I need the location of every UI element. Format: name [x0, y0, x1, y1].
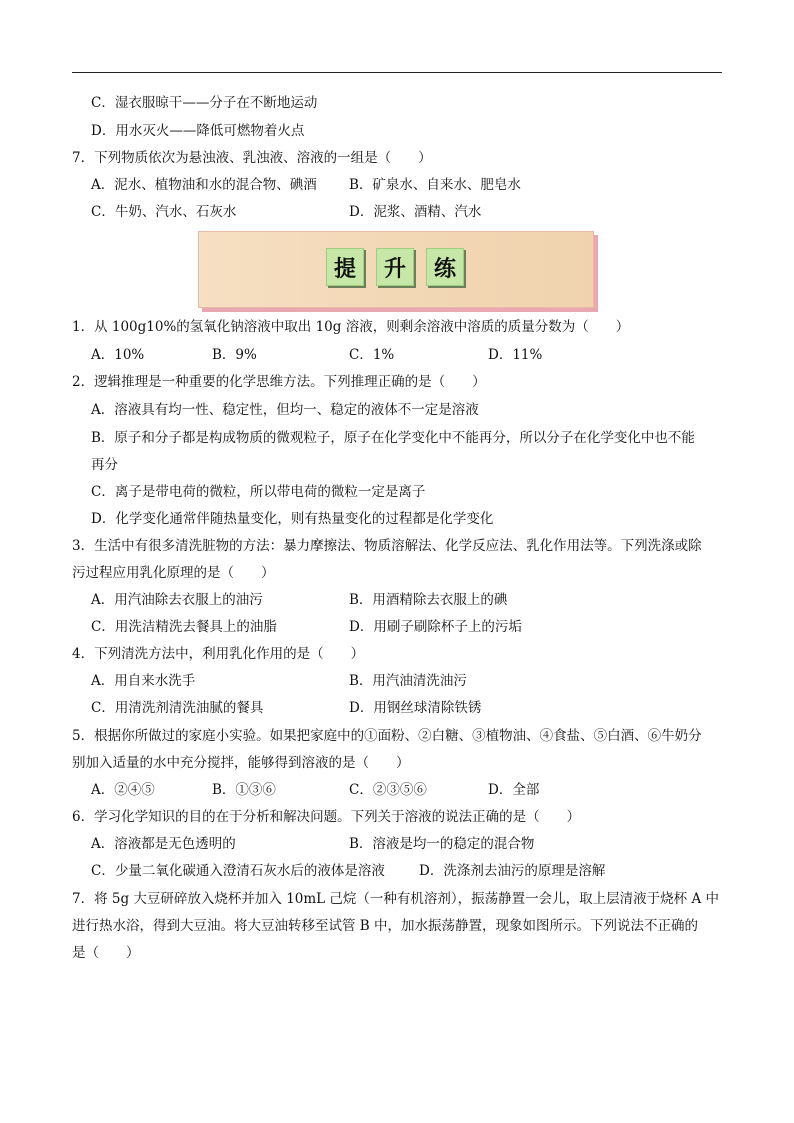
option-a: A．②④⑤ [91, 782, 155, 798]
option-b: B．用汽油清洗油污 [349, 673, 467, 689]
option-a: A．泥水、植物油和水的混合物、碘酒 [91, 177, 317, 193]
question-stem: 别加入适量的水中充分搅拌，能够得到溶液的是（ ） [72, 755, 410, 771]
option-c: C．②③⑤⑥ [349, 782, 427, 798]
option-d: D．11% [488, 347, 543, 363]
option-d: D．洗涤剂去油污的原理是溶解 [419, 863, 606, 879]
option-b: B．矿泉水、自来水、肥皂水 [349, 177, 521, 193]
option-d: D．用刷子刷除杯子上的污垢 [349, 619, 522, 635]
option-d: D．全部 [488, 782, 540, 798]
option-b: B．用酒精除去衣服上的碘 [349, 592, 508, 608]
option-b: B．9% [212, 347, 257, 363]
question-stem: 污过程应用乳化原理的是（ ） [72, 565, 275, 581]
question-stem: 4．下列清洗方法中，利用乳化作用的是（ ） [72, 646, 365, 662]
option-line: D．用水灭火——降低可燃物着火点 [91, 123, 305, 139]
option-b: B．溶液是均一的稳定的混合物 [349, 836, 535, 852]
option-d: D．化学变化通常伴随热量变化，则有热量变化的过程都是化学变化 [91, 511, 494, 527]
option-b-continued: 再分 [91, 457, 118, 473]
option-line: C．湿衣服晾干——分子在不断地运动 [91, 95, 318, 111]
option-d: D．泥浆、酒精、汽水 [349, 204, 482, 220]
option-c: C．少量二氧化碳通入澄清石灰水后的液体是溶液 [91, 863, 385, 879]
question-stem: 1．从 100g10%的氢氧化钠溶液中取出 10g 溶液，则剩余溶液中溶质的质量分数为（ ） [72, 319, 630, 335]
question-stem: 5．根据你所做过的家庭小实验。如果把家庭中的①面粉、②白糖、③植物油、④食盐、⑤白酒、⑥牛奶分 [72, 728, 702, 744]
question-stem: 进行热水浴，得到大豆油。将大豆油转移至试管 B 中，加水振荡静置，现象如图所示。下列说法不正确的 [72, 918, 699, 934]
section-banner [198, 231, 594, 308]
option-a: A．用自来水洗手 [91, 673, 196, 689]
question-stem: 是（ ） [72, 945, 140, 961]
banner-char: 升 [376, 248, 414, 286]
question-stem: 6．学习化学知识的目的在于分析和解决问题。下列关于溶液的说法正确的是（ ） [72, 809, 581, 825]
option-a: A．用汽油除去衣服上的油污 [91, 592, 263, 608]
option-c: C．1% [349, 347, 395, 363]
question-stem: 3．生活中有很多清洗脏物的方法：暴力摩擦法、物质溶解法、化学反应法、乳化作用法等。下列洗涤或除 [72, 538, 702, 554]
option-d: D．用钢丝球清除铁锈 [349, 700, 482, 716]
header-rule [72, 72, 722, 73]
option-a: A．溶液都是无色透明的 [91, 836, 236, 852]
option-b: B．①③⑥ [212, 782, 276, 798]
question-stem: 7．下列物质依次为悬浊液、乳浊液、溶液的一组是（ ） [72, 150, 432, 166]
option-b: B．原子和分子都是构成物质的微观粒子，原子在化学变化中不能再分，所以分子在化学变化中也不能 [91, 430, 695, 446]
option-a: A．10% [91, 347, 145, 363]
option-c: C．牛奶、汽水、石灰水 [91, 204, 237, 220]
question-stem: 7．将 5g 大豆研碎放入烧杯并加入 10mL 己烷（一种有机溶剂），振荡静置一会儿，取上层清液于烧杯 A 中 [72, 891, 720, 907]
banner-char: 练 [426, 248, 464, 286]
option-c: C．用清洗剂清洗油腻的餐具 [91, 700, 264, 716]
question-stem: 2．逻辑推理是一种重要的化学思维方法。下列推理正确的是（ ） [72, 374, 486, 390]
option-c: C．离子是带电荷的微粒，所以带电荷的微粒一定是离子 [91, 484, 426, 500]
option-c: C．用洗洁精洗去餐具上的油脂 [91, 619, 277, 635]
option-a: A．溶液具有均一性、稳定性，但均一、稳定的液体不一定是溶液 [91, 402, 479, 418]
banner-char: 提 [326, 248, 364, 286]
